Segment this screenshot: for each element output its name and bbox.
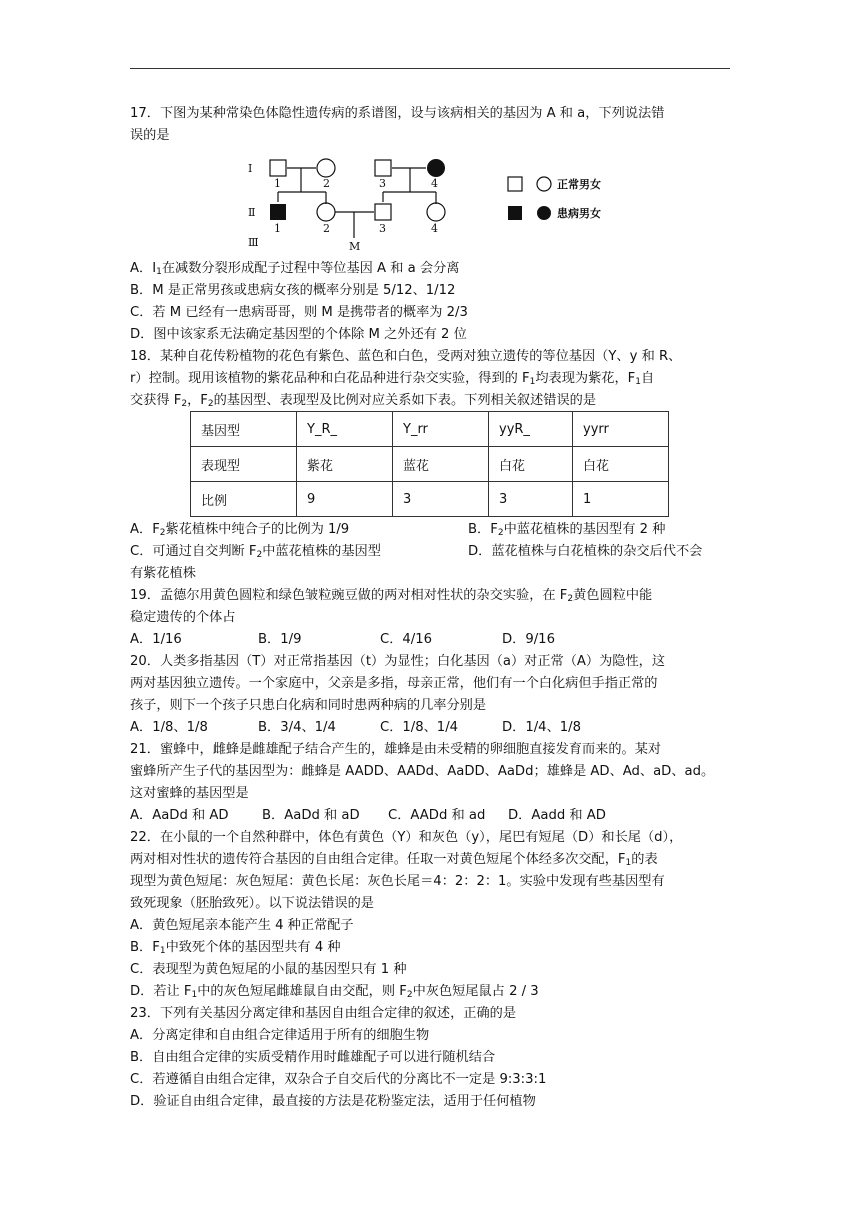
- q19-option-b: B．1/9: [258, 632, 302, 647]
- q23-stem: 23．下列有关基因分离定律和基因自由组合定律的叙述，正确的是: [130, 1006, 517, 1021]
- table-cell: 比例: [191, 482, 297, 517]
- label-ii1: 1: [274, 222, 281, 235]
- q17-option-d: D．图中该家系无法确定基因型的个体除 M 之外还有 2 位: [130, 327, 467, 342]
- q22-stem-line2: 两对相对性状的遗传符合基因的自由组合定律。任取一对黄色短尾个体经多次交配，$F_1$的表: [130, 852, 658, 868]
- pedigree-ii1-affected-male: [270, 204, 286, 220]
- table-cell: 基因型: [191, 412, 297, 447]
- q20-option-c: C．1/8、1/4: [380, 720, 459, 735]
- q19-option-c: C．4/16: [380, 632, 433, 647]
- q20-stem-line2: 两对基因独立遗传。一个家庭中，父亲是多指，母亲正常，他们有一个白化病但手指正常的: [130, 676, 658, 691]
- q21-option-d: D．Aadd 和 AD: [508, 808, 606, 823]
- q18-stem-line2: r）控制。现用该植物的紫花品种和白花品种进行杂交实验，得到的 $F_1$均表现为紫花，$F_1$自: [130, 371, 655, 387]
- legend-affected-female-icon: [537, 206, 551, 220]
- pedigree-diagram: [240, 150, 620, 250]
- legend-normal-label: 正常男女: [557, 178, 601, 191]
- label-i4: 4: [431, 177, 438, 190]
- q22-option-b: B．$F_1$中致死个体的基因型共有 4 种: [130, 940, 341, 956]
- q22-option-d: D．若让 $F_1$中的灰色短尾雌雄鼠自由交配，则 $F_2$中灰色短尾鼠占 2 / 3: [130, 984, 539, 1000]
- label-m: M: [349, 240, 361, 250]
- q18-option-c: C．可通过自交判断 $F_2$中蓝花植株的基因型: [130, 544, 381, 560]
- q17-stem-line1: 17．下图为某种常染色体隐性遗传病的系谱图，设与该病相关的基因为 A 和 a，下列说法错: [130, 106, 665, 121]
- q22-stem-line3: 现型为黄色短尾：灰色短尾：黄色长尾：灰色长尾＝4：2：2：1。实验中发现有些基因型有: [130, 874, 665, 889]
- q18-stem-line1: 18．某种自花传粉植物的花色有紫色、蓝色和白色，受两对独立遗传的等位基因（Y、y 和 R、: [130, 349, 682, 364]
- q21-option-b: B．AaDd 和 aD: [262, 808, 360, 823]
- genotype-table: [190, 411, 669, 517]
- label-ii3: 3: [379, 222, 386, 235]
- table-cell: 9: [297, 482, 393, 517]
- table-cell: Y_R_: [297, 412, 393, 447]
- table-row: [191, 447, 669, 482]
- label-i2: 2: [323, 177, 330, 190]
- q21-stem-line2: 蜜蜂所产生子代的基因型为：雌蜂是 AADD、AADd、AaDD、AaDd；雄蜂是 AD、Ad、aD、ad。: [130, 764, 715, 779]
- pedigree-i4-affected-female: [427, 159, 445, 177]
- q20-option-a: A．1/8、1/8: [130, 720, 208, 735]
- q21-option-a: A．AaDd 和 AD: [130, 808, 229, 823]
- table-cell: 3: [393, 482, 489, 517]
- q19-option-d: D．9/16: [502, 632, 555, 647]
- label-ii4: 4: [431, 222, 438, 235]
- table-cell: yyrr: [573, 412, 669, 447]
- q21-option-c: C．AADd 和 ad: [388, 808, 486, 823]
- q23-option-a: A．分离定律和自由组合定律适用于所有的细胞生物: [130, 1028, 430, 1043]
- header-rule: [130, 68, 730, 69]
- q18-option-b: B．$F_2$中蓝花植株的基因型有 2 种: [468, 522, 666, 538]
- q22-stem-line1: 22．在小鼠的一个自然种群中，体色有黄色（Y）和灰色（y），尾巴有短尾（D）和长尾（d），: [130, 830, 683, 845]
- table-cell: 白花: [573, 447, 669, 482]
- q23-option-c: C．若遵循自由组合定律，双杂合子自交后代的分离比不一定是 9:3:3:1: [130, 1072, 547, 1087]
- q22-option-a: A．黄色短尾亲本能产生 4 种正常配子: [130, 918, 354, 933]
- q18-option-a: A．$F_2$紫花植株中纯合子的比例为 1/9: [130, 522, 350, 538]
- q17-option-a: A．$I_1$在减数分裂形成配子过程中等位基因 A 和 a 会分离: [130, 261, 460, 277]
- q20-option-b: B．3/4、1/4: [258, 720, 336, 735]
- table-cell: 蓝花: [393, 447, 489, 482]
- legend-affected-label: 患病男女: [557, 207, 601, 220]
- gen-label-3: Ⅲ: [248, 236, 259, 249]
- q19-stem-line1: 19．孟德尔用黄色圆粒和绿色皱粒豌豆做的两对相对性状的杂交实验，在 $F_2$黄色圆粒中能: [130, 588, 653, 604]
- table-cell: 表现型: [191, 447, 297, 482]
- q23-option-b: B．自由组合定律的实质受精作用时雌雄配子可以进行随机结合: [130, 1050, 496, 1065]
- table-cell: 白花: [489, 447, 573, 482]
- table-row: [191, 412, 669, 447]
- pedigree-ii3-normal-male: [375, 204, 391, 220]
- legend-normal-female-icon: [537, 177, 551, 191]
- table-cell: Y_rr: [393, 412, 489, 447]
- pedigree-ii2-normal-female: [317, 203, 335, 221]
- legend-affected-male-icon: [508, 206, 522, 220]
- pedigree-i2-normal-female: [317, 159, 335, 177]
- pedigree-ii4-normal-female: [427, 203, 445, 221]
- table-row: [191, 482, 669, 517]
- label-i1: 1: [274, 177, 281, 190]
- q17-option-b: B．M 是正常男孩或患病女孩的概率分别是 5/12、1/12: [130, 283, 456, 298]
- q20-option-d: D．1/4、1/8: [502, 720, 581, 735]
- q20-stem-line1: 20．人类多指基因（T）对正常指基因（t）为显性；白化基因（a）对正常（A）为隐性，这: [130, 654, 666, 669]
- q18-stem-line3: 交获得 $F_2$，$F_2$的基因型、表现型及比例对应关系如下表。下列相关叙述错误的是: [130, 393, 597, 409]
- table-cell: 紫花: [297, 447, 393, 482]
- table-cell: 1: [573, 482, 669, 517]
- q19-option-a: A．1/16: [130, 632, 182, 647]
- gen-label-2: Ⅱ: [248, 206, 256, 219]
- q23-option-d: D．验证自由组合定律，最直接的方法是花粉鉴定法，适用于任何植物: [130, 1094, 536, 1109]
- label-ii2: 2: [323, 222, 330, 235]
- legend-normal-male-icon: [508, 177, 522, 191]
- q21-stem-line1: 21．蜜蜂中，雌蜂是雌雄配子结合产生的，雄蜂是由未受精的卵细胞直接发育而来的。某对: [130, 742, 662, 757]
- q19-stem-line2: 稳定遗传的个体占: [130, 610, 236, 625]
- label-i3: 3: [379, 177, 386, 190]
- gen-label-1: Ⅰ: [248, 162, 253, 175]
- pedigree-i1-normal-male: [270, 160, 286, 176]
- table-cell: 3: [489, 482, 573, 517]
- q21-stem-line3: 这对蜜蜂的基因型是: [130, 786, 249, 801]
- q18-option-d-cont: 有紫花植株: [130, 566, 196, 581]
- q17-option-c: C．若 M 已经有一患病哥哥，则 M 是携带者的概率为 2/3: [130, 305, 468, 320]
- q17-stem-line2: 误的是: [130, 128, 170, 143]
- q20-stem-line3: 孩子，则下一个孩子只患白化病和同时患两种病的几率分别是: [130, 698, 487, 713]
- pedigree-i3-normal-male: [375, 160, 391, 176]
- table-cell: yyR_: [489, 412, 573, 447]
- q22-option-c: C．表现型为黄色短尾的小鼠的基因型只有 1 种: [130, 962, 407, 977]
- q18-option-d: D．蓝花植株与白花植株的杂交后代不会: [468, 544, 703, 559]
- q22-stem-line4: 致死现象（胚胎致死）。以下说法错误的是: [130, 896, 374, 911]
